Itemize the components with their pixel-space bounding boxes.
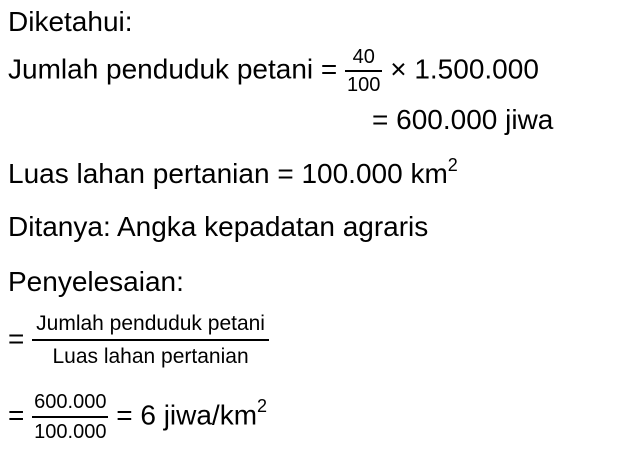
result-numerator: 600.000: [32, 390, 108, 418]
fraction-numerator: 40: [345, 46, 382, 72]
final-result: = 6 jiwa/km: [116, 399, 258, 431]
formula-denominator: Luas lahan pertanian: [52, 345, 249, 368]
land-label: Luas lahan pertanian = 100.000 km: [8, 158, 448, 189]
farmers-label: Jumlah penduduk petani: [8, 53, 314, 85]
farmers-result: [372, 104, 553, 136]
equals-sign: =: [8, 322, 25, 354]
result-fraction: [32, 390, 108, 444]
given-heading-text: Diketahui:: [8, 6, 133, 37]
solution-heading: [8, 266, 184, 298]
equals-sign: =: [8, 399, 25, 431]
land-area: [8, 154, 458, 190]
asked-line: [8, 211, 428, 243]
farmers-result-text: = 600.000 jiwa: [372, 104, 554, 135]
formula-fraction: [32, 312, 269, 369]
final-equation: [8, 390, 267, 444]
fraction-40-100: [345, 46, 382, 96]
farmers-equation: [8, 46, 539, 96]
formula-equation: [8, 312, 269, 369]
equals-sign: =: [320, 53, 338, 85]
solution-heading-text: Penyelesaian:: [8, 266, 184, 297]
given-heading: [8, 6, 133, 38]
times-total: × 1.500.000: [390, 53, 539, 85]
result-denominator: 100.000: [34, 421, 107, 443]
fraction-denominator: 100: [347, 74, 381, 96]
asked-text: Ditanya: Angka kepadatan agraris: [8, 211, 429, 242]
formula-numerator: Jumlah penduduk petani: [32, 312, 269, 341]
land-exponent: 2: [447, 154, 458, 175]
final-exponent: 2: [257, 396, 268, 417]
